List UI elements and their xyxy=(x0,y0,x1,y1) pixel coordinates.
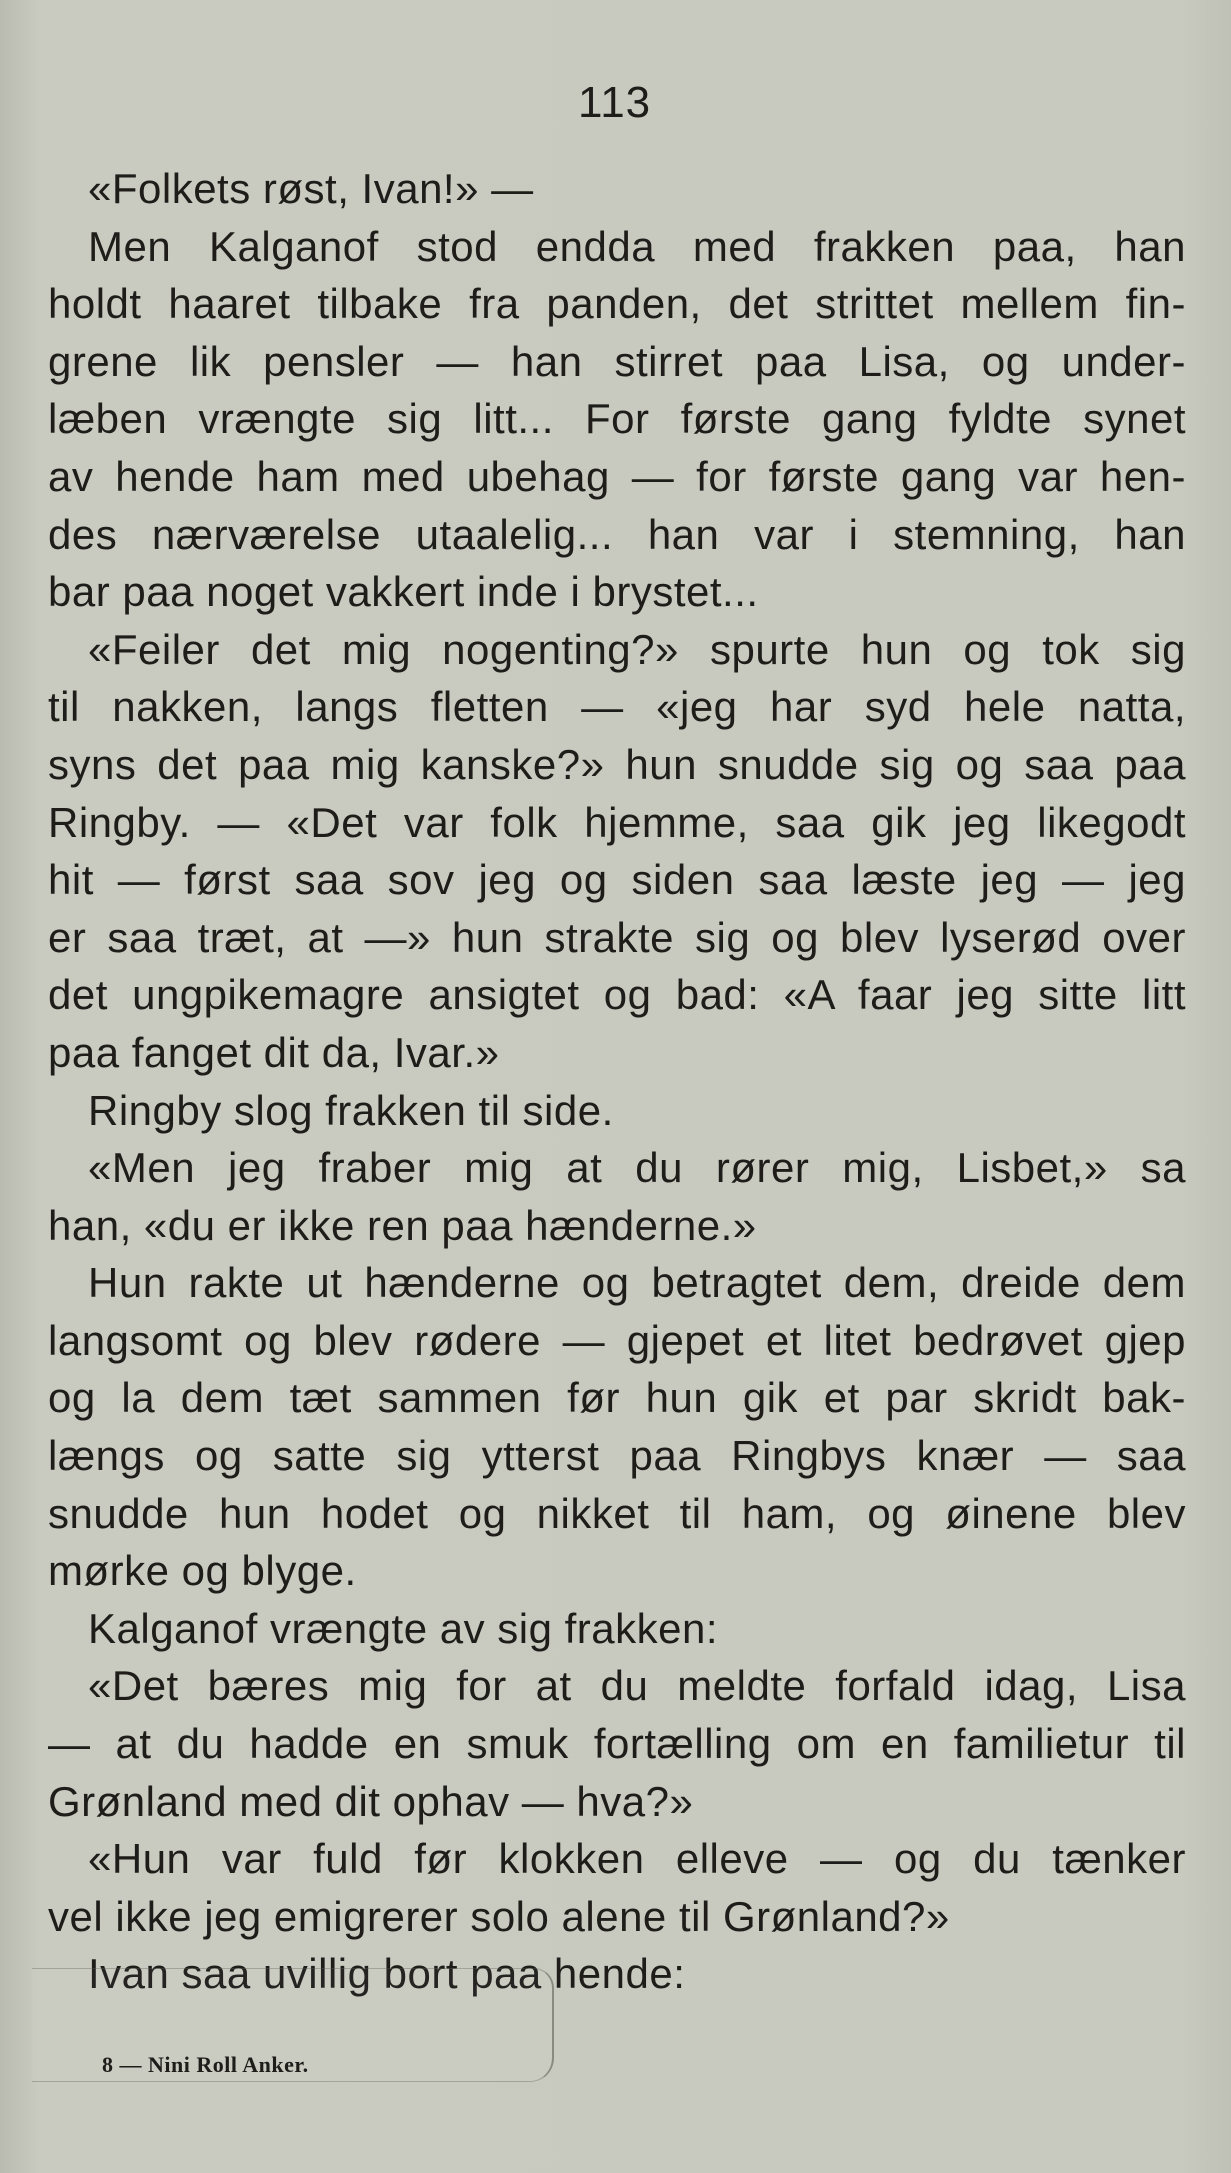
text-line: «Hun var fuld før klokken elleve — og du tænker xyxy=(88,1835,1186,1883)
text-line: og la dem tæt sammen før hun gik et par skridt bak- xyxy=(48,1374,1186,1422)
text-line: vel ikke jeg emigrerer solo alene til Grønland?» xyxy=(48,1892,950,1940)
text-line: «Det bæres mig for at du meldte forfald idag, Lisa xyxy=(88,1662,1186,1710)
text-line: paa fanget dit da, Ivar.» xyxy=(48,1028,500,1076)
body-text xyxy=(48,160,1186,2003)
text-line: Men Kalganof stod endda med frakken paa, han xyxy=(88,222,1186,270)
text-line: des nærværelse utaalelig... han var i stemning, han xyxy=(48,510,1186,558)
text-line: det ungpikemagre ansigtet og bad: «A faar jeg sitte litt xyxy=(48,971,1186,1019)
page-number: 113 xyxy=(578,78,652,127)
text-line: av hende ham med ubehag — for første gang var hen- xyxy=(48,452,1186,500)
text-line: snudde hun hodet og nikket til ham, og øinene blev xyxy=(48,1489,1186,1537)
text-line: Ringby slog frakken til side. xyxy=(88,1086,614,1134)
text-line: han, «du er ikke ren paa hænderne.» xyxy=(48,1201,757,1249)
text-line: syns det paa mig kanske?» hun snudde sig og saa paa xyxy=(48,740,1186,788)
text-line: grene lik pensler — han stirret paa Lisa, og under- xyxy=(48,337,1186,385)
text-line: «Men jeg fraber mig at du rører mig, Lisbet,» sa xyxy=(88,1144,1186,1192)
text-line: mørke og blyge. xyxy=(48,1547,357,1595)
text-line: Hun rakte ut hænderne og betragtet dem, dreide dem xyxy=(88,1259,1186,1307)
text-line: bar paa noget vakkert inde i brystet... xyxy=(48,568,759,616)
text-line: hit — først saa sov jeg og siden saa læste jeg — jeg xyxy=(48,856,1186,904)
text-line: Grønland med dit ophav — hva?» xyxy=(48,1777,694,1825)
text-line: langsomt og blev rødere — gjepet et litet bedrøvet gjep xyxy=(48,1316,1186,1364)
signature-mark: 8 — Nini Roll Anker. xyxy=(102,2052,309,2077)
text-line: «Folkets røst, Ivan!» — xyxy=(88,165,534,212)
text-line: længs og satte sig ytterst paa Ringbys knær — saa xyxy=(48,1432,1186,1480)
text-line: «Feiler det mig nogenting?» spurte hun og tok sig xyxy=(88,625,1186,673)
text-line: holdt haaret tilbake fra panden, det strittet mellem fin- xyxy=(48,280,1186,328)
text-line: er saa træt, at —» hun strakte sig og blev lyserød over xyxy=(48,913,1186,961)
text-line: Kalganof vrængte av sig frakken: xyxy=(88,1604,719,1652)
text-line: Ringby. — «Det var folk hjemme, saa gik jeg likegodt xyxy=(48,798,1186,846)
text-line: — at du hadde en smuk fortælling om en familietur til xyxy=(48,1720,1186,1768)
text-line: læben vrængte sig litt... For første gang fyldte synet xyxy=(48,395,1186,443)
text-line: til nakken, langs fletten — «jeg har syd hele natta, xyxy=(48,683,1186,731)
text-line: Ivan saa uvillig bort paa hende: xyxy=(88,1950,686,1998)
